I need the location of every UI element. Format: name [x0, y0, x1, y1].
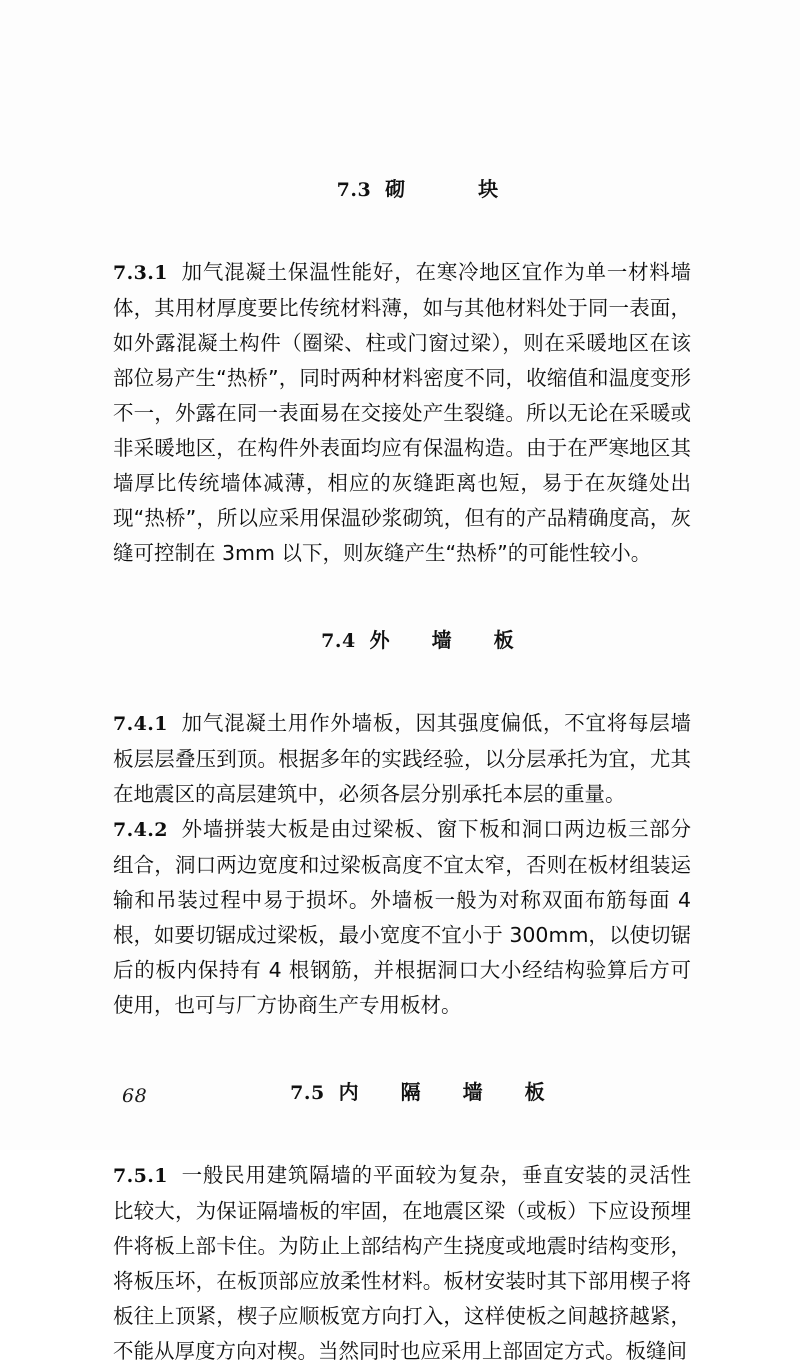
clause-number: 7.4.1 [113, 713, 168, 735]
section-title: 内 隔 墙 板 [338, 1080, 556, 1104]
clause-paragraph-7-4-2 [113, 812, 691, 1023]
clause-text: 加气混凝土用作外墙板，因其强度偏低，不宜将每层墙板层层叠压到顶。根据多年的实践经验，以分层承托为宜，尤其在地震区的高层建筑中，必须各层分别承托本层的重量。 [113, 711, 691, 806]
section-heading-7-4 [113, 589, 691, 692]
section-heading-7-3 [113, 138, 691, 241]
clause-text: 外墙拼装大板是由过梁板、窗下板和洞口两边板三部分组合，洞口两边宽度和过梁板高度不宜太窄，否则在板材组装运输和吊装过程中易于损坏。外墙板一般为对称双面布筋每面 4 根，如要切锯成过梁板，最小宽度不宜小于 300mm，以使切锯后的板内保持有 4 根钢筋，并根据洞口大小经结构验算后方可使用，也可与厂方协商生产专用板材。 [113, 817, 691, 1017]
clause-number: 7.3.1 [113, 262, 168, 284]
clause-text: 加气混凝土保温性能好，在寒冷地区宜作为单一材料墙体，其用材厚度要比传统材料薄，如与其他材料处于同一表面，如外露混凝土构件（圈梁、柱或门窗过梁），则在采暖地区在该部位易产生“热桥”，同时两种材料密度不同，收缩值和温度变形不一，外露在同一表面易在交接处产生裂缝。所以无论在采暖或非采暖地区，在构件外表面均应有保温构造。由于在严寒地区其墙厚比传统墙体减薄，相应的灰缝距离也短，易于在灰缝处出现“热桥”，所以应采用保温砂浆砌筑，但有的产品精确度高，灰缝可控制在 3mm 以下，则灰缝产生“热桥”的可能性较小。 [113, 260, 691, 565]
clause-paragraph-7-4-1 [113, 706, 691, 812]
page-content [113, 138, 691, 1369]
section-title: 外 墙 板 [369, 628, 525, 652]
section-title: 砌 块 [385, 177, 510, 201]
clause-number: 7.4.2 [113, 819, 168, 841]
section-number: 7.3 [336, 179, 372, 201]
section-heading-7-5 [113, 1041, 691, 1144]
page-number: 68 [122, 1085, 148, 1107]
clause-number: 7.5.1 [113, 1165, 168, 1187]
clause-paragraph-7-5-1 [113, 1158, 691, 1369]
clause-text: 一般民用建筑隔墙的平面较为复杂，垂直安装的灵活性比较大，为保证隔墙板的牢固，在地震区梁（或板）下应设预埋件将板上部卡住。为防止上部结构产生挠度或地震时结构变形，将板压坏，在板顶部应放柔性材料。板材安装时其下部用楔子将板往上顶紧，楔子应顺板宽方向打入，这样使板之间越挤越紧，不能从厚度方向对楔。当然同时也应采用上部固定方式。板缝间 [113, 1163, 691, 1363]
section-number: 7.4 [321, 630, 356, 652]
section-number: 7.5 [290, 1082, 325, 1104]
clause-paragraph-7-3-1 [113, 255, 691, 571]
